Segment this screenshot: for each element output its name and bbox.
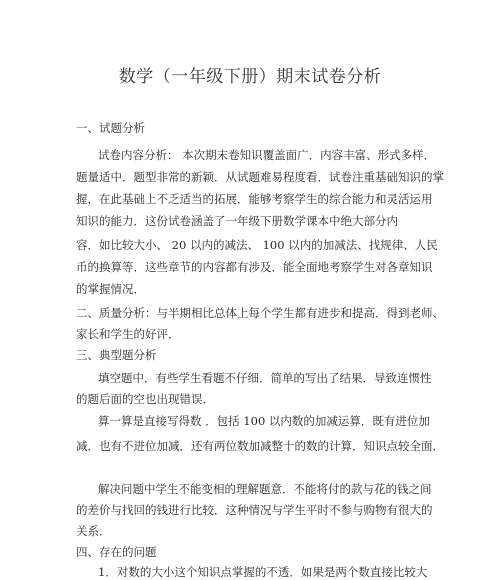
- paragraph-line: 知识的能力．这份试卷涵盖了一年级下册数学课本中绝大部分内: [76, 214, 398, 228]
- paragraph-line: 的差价与找回的钱进行比较．这种情况与学生平时不参与购物有很大的: [76, 503, 433, 517]
- paragraph-line: 填空题中．有些学生看题不仔细．简单的写出了结果．导致连惯性: [98, 371, 432, 385]
- paragraph-line: 的题后面的空也出现错误．: [76, 392, 214, 406]
- paragraph-line: 币的换算等．这些章节的内容都有涉及．能全面地考察学生对各章知识: [76, 260, 433, 274]
- paragraph-line: 家长和学生的好评．: [76, 327, 180, 341]
- section-heading-4: 四、存在的问题: [76, 545, 157, 559]
- section-heading-2: 二、质量分析：与半期相比总体上每个学生都有进步和提高．得到老师、: [76, 306, 444, 320]
- section-heading-3: 三、典型题分析: [76, 348, 157, 362]
- paragraph-line: 题量适中．题型非常的新颖．从试题难易程度看．试卷注重基础知识的掌: [76, 170, 444, 184]
- paragraph-line: 试卷内容分析： 本次期末卷知识覆盖面广．内容丰富、形式多样．: [98, 148, 436, 162]
- paragraph-line: 1．对数的大小这个知识点掌握的不透．如果是两个数直接比较大: [98, 565, 428, 579]
- paragraph-line: 的掌握情况．: [76, 282, 145, 296]
- section-heading-1: 一、试题分析: [76, 121, 145, 135]
- document-title: 数学（一年级下册）期末试卷分析: [118, 67, 382, 87]
- paragraph-line: 容．如比较大小、 20 以内的减法、 100 以内的加减法、找规律、人民: [76, 238, 438, 252]
- paragraph-line: 减．也有不进位加减．还有两位数加减整十的数的计算．知识点较全面．: [76, 439, 444, 453]
- paragraph-line: 握，在此基础上不乏适当的拓展．能够考察学生的综合能力和灵活运用: [76, 192, 433, 206]
- paragraph-line: 关系．: [76, 524, 111, 538]
- paragraph-line: 解决问题中学生不能变相的理解题意．不能将付的款与花的钱之间: [98, 482, 432, 496]
- paragraph-line: 算一算是直接写得数 ．包括 100 以内数的加减运算．既有进位加: [98, 414, 430, 428]
